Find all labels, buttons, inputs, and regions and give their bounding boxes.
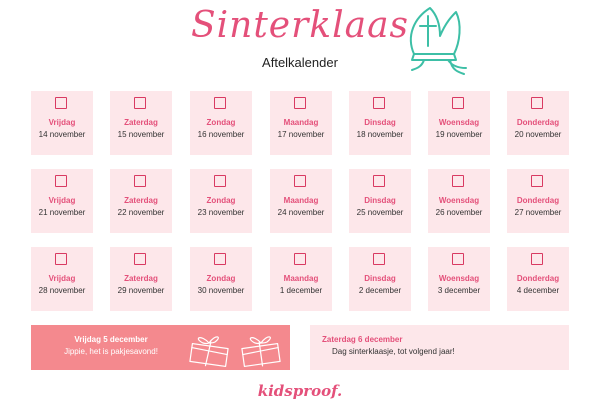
day-date: 24 november [277,208,325,217]
day-name: Zondag [206,196,236,205]
calendar-day[interactable] [507,91,569,155]
day-name: Dinsdag [364,118,396,127]
day-checkbox[interactable] [134,175,146,187]
calendar-day[interactable] [428,247,490,311]
calendar-day[interactable] [190,247,252,311]
day-checkbox[interactable] [373,175,385,187]
day-date: 29 november [117,286,165,295]
day-name: Donderdag [516,274,560,283]
banner-right-text: Dag sinterklaasje, tot volgend jaar! [332,347,455,356]
day-date: 18 november [356,130,404,139]
day-checkbox[interactable] [531,253,543,265]
calendar-day[interactable] [349,247,411,311]
kidsproof-logo: kidsproof. [257,382,343,400]
calendar-day[interactable] [190,91,252,155]
day-checkbox[interactable] [452,253,464,265]
day-name: Woensdag [438,274,480,283]
day-name: Dinsdag [364,196,396,205]
day-name: Zondag [206,274,236,283]
day-date: 1 december [279,286,323,295]
banner-sinterklaas-departure [310,325,569,370]
day-checkbox[interactable] [373,253,385,265]
day-date: 25 november [356,208,404,217]
day-date: 17 november [277,130,325,139]
calendar-day[interactable] [190,169,252,233]
day-date: 3 december [437,286,481,295]
day-checkbox[interactable] [373,97,385,109]
calendar-day[interactable] [428,169,490,233]
day-checkbox[interactable] [55,175,67,187]
calendar-day[interactable] [270,247,332,311]
banner-pakjesavond [31,325,290,370]
day-checkbox[interactable] [294,175,306,187]
day-name: Zaterdag [124,196,158,205]
day-name: Zondag [206,118,236,127]
page-title: Sinterklaas [190,5,410,46]
day-name: Donderdag [516,118,560,127]
day-name: Vrijdag [48,196,76,205]
calendar-day[interactable] [31,91,93,155]
gift-icon [183,330,287,368]
day-name: Vrijdag [48,274,76,283]
calendar-day[interactable] [270,169,332,233]
day-date: 23 november [197,208,245,217]
calendar-day[interactable] [507,169,569,233]
calendar-day[interactable] [507,247,569,311]
day-checkbox[interactable] [214,97,226,109]
page-subtitle: Aftelkalender [262,55,338,70]
banner-left-text: Jippie, het is pakjesavond! [64,347,158,356]
day-checkbox[interactable] [55,253,67,265]
day-name: Woensdag [438,196,480,205]
day-checkbox[interactable] [531,97,543,109]
calendar-day[interactable] [349,169,411,233]
day-name: Zaterdag [124,274,158,283]
calendar-day[interactable] [31,247,93,311]
calendar-day[interactable] [110,91,172,155]
day-date: 2 december [358,286,402,295]
day-name: Donderdag [516,196,560,205]
calendar-day[interactable] [349,91,411,155]
calendar-day[interactable] [110,247,172,311]
day-name: Maandag [283,274,319,283]
day-date: 20 november [514,130,562,139]
day-date: 28 november [38,286,86,295]
day-checkbox[interactable] [452,97,464,109]
calendar-day[interactable] [428,91,490,155]
day-name: Maandag [283,196,319,205]
day-date: 27 november [514,208,562,217]
day-date: 22 november [117,208,165,217]
day-checkbox[interactable] [531,175,543,187]
day-date: 4 december [516,286,560,295]
day-checkbox[interactable] [134,253,146,265]
day-name: Woensdag [438,118,480,127]
calendar-day[interactable] [270,91,332,155]
banner-left-title: Vrijdag 5 december [74,335,148,344]
day-checkbox[interactable] [214,175,226,187]
day-date: 14 november [38,130,86,139]
day-name: Dinsdag [364,274,396,283]
day-date: 16 november [197,130,245,139]
day-checkbox[interactable] [294,253,306,265]
day-checkbox[interactable] [214,253,226,265]
calendar-day[interactable] [31,169,93,233]
day-name: Zaterdag [124,118,158,127]
banner-right-title: Zaterdag 6 december [322,335,403,344]
day-date: 19 november [435,130,483,139]
day-checkbox[interactable] [134,97,146,109]
day-date: 21 november [38,208,86,217]
day-name: Maandag [283,118,319,127]
calendar-day[interactable] [110,169,172,233]
day-name: Vrijdag [48,118,76,127]
day-date: 15 november [117,130,165,139]
day-date: 30 november [197,286,245,295]
day-checkbox[interactable] [452,175,464,187]
day-checkbox[interactable] [55,97,67,109]
day-date: 26 november [435,208,483,217]
day-checkbox[interactable] [294,97,306,109]
